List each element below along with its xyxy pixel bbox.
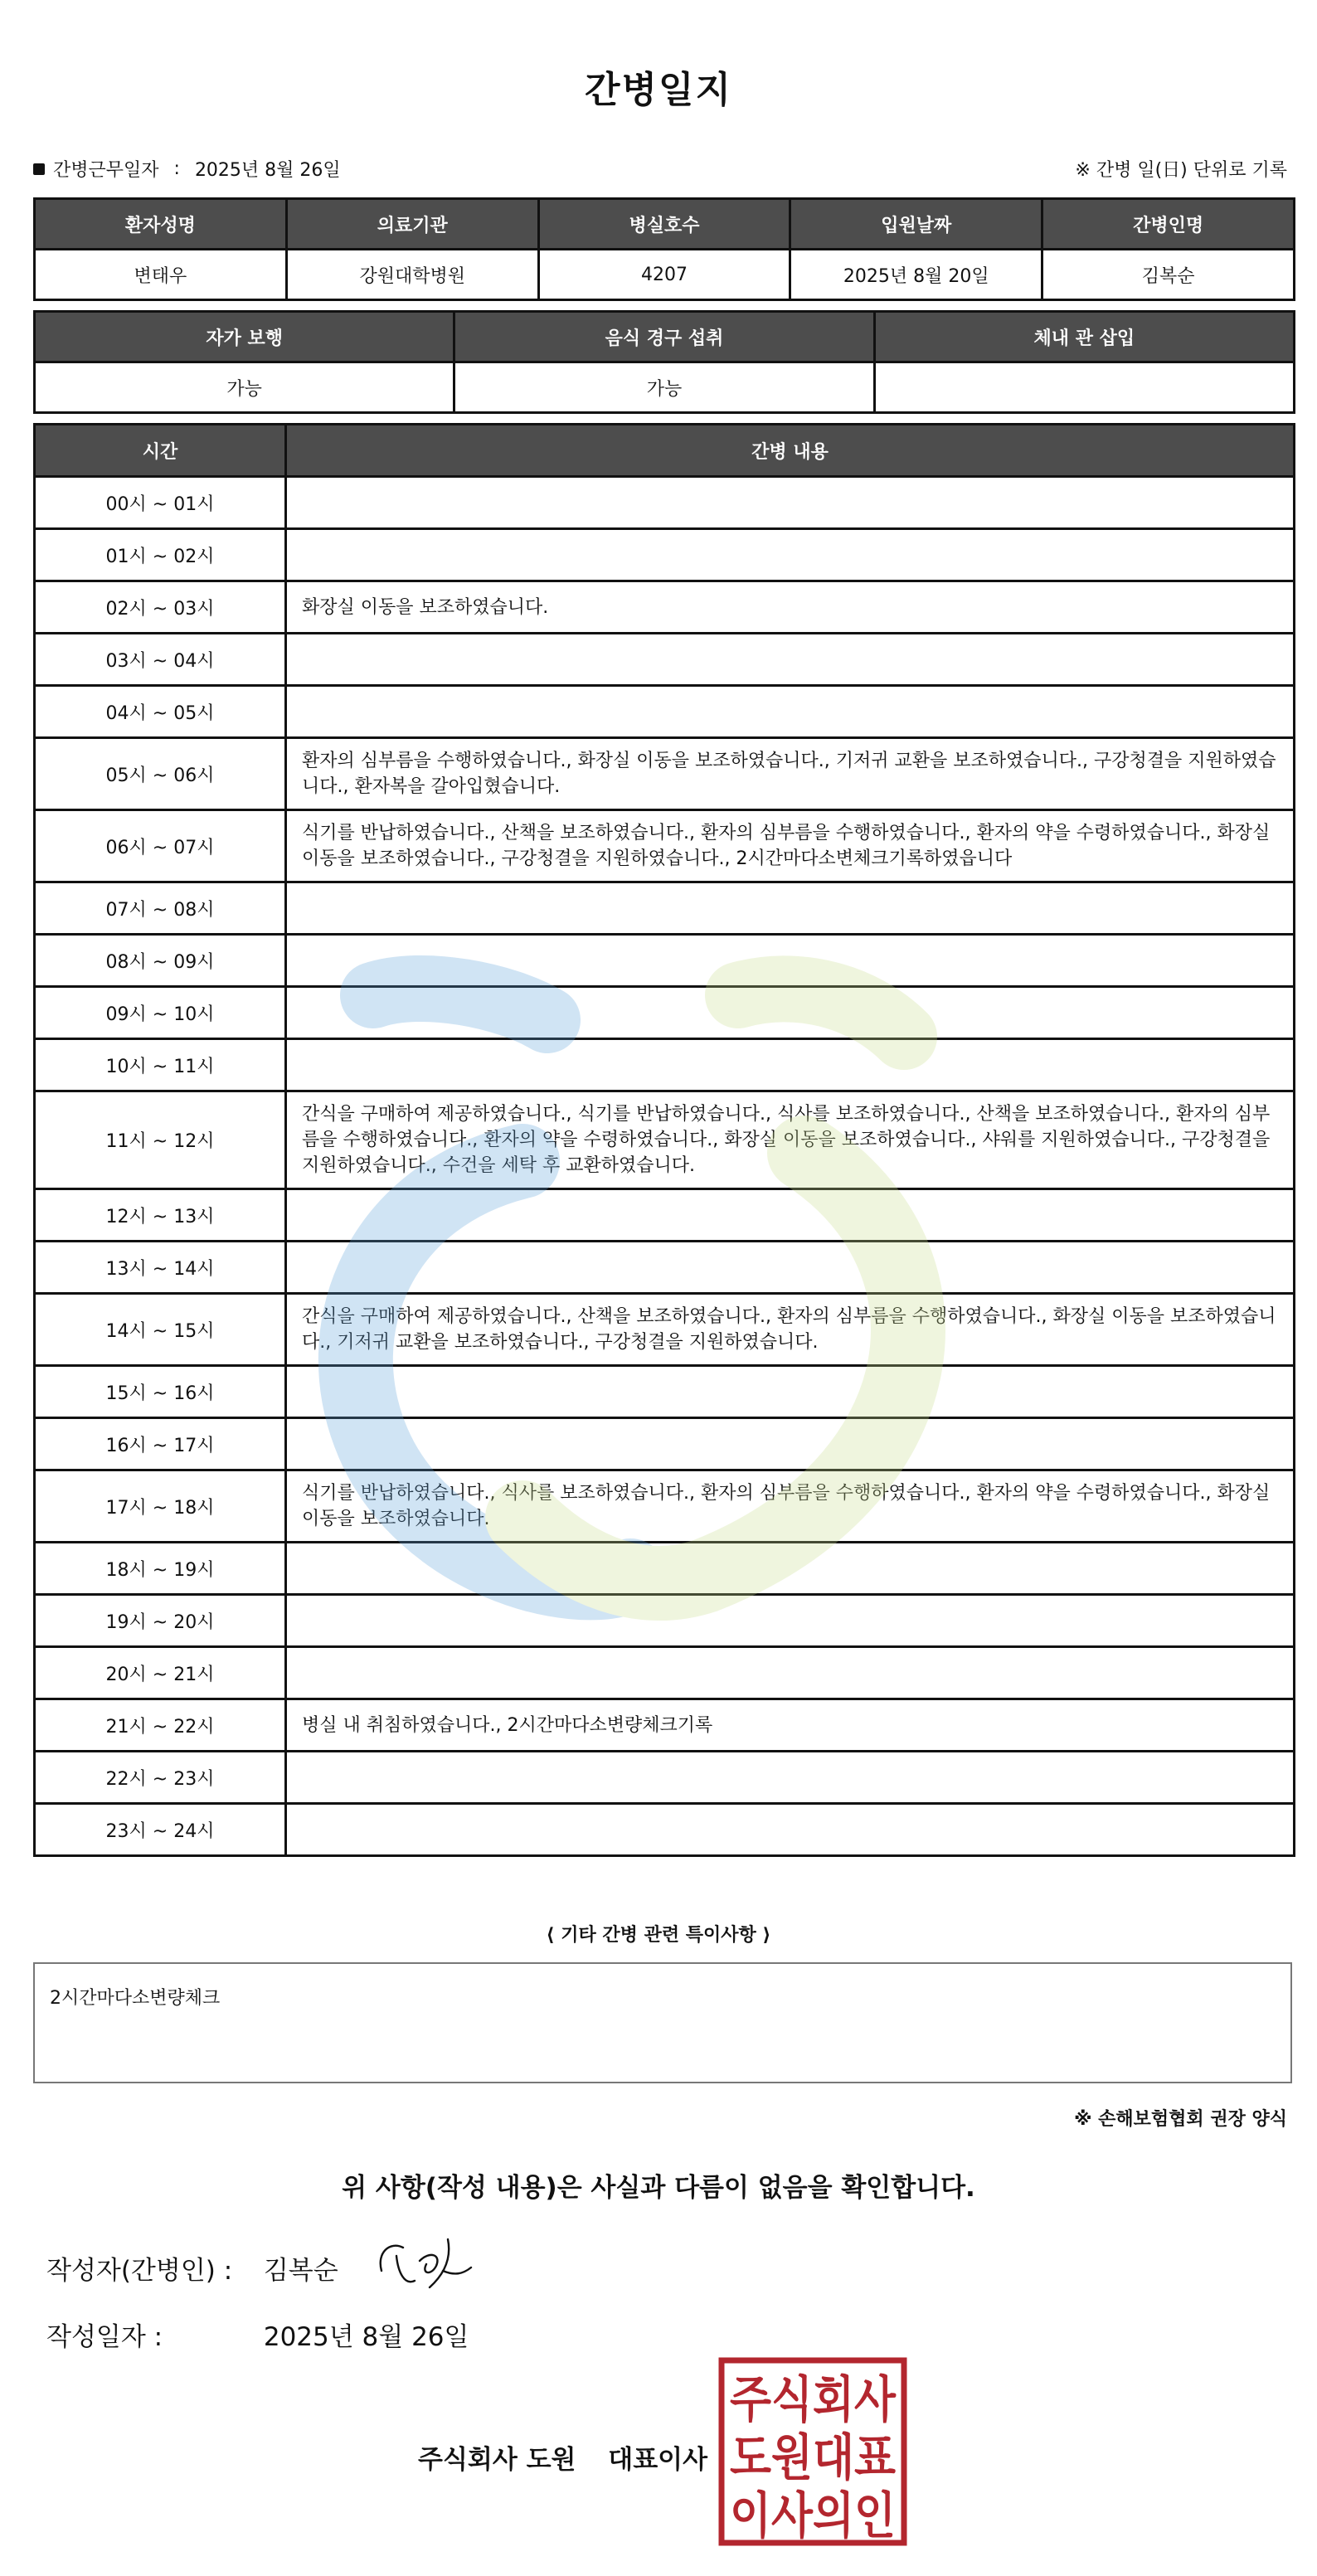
document-title: 간병일지 xyxy=(584,69,732,111)
remarks-box xyxy=(33,1962,1292,2083)
care-content: 식기를 반납하였습니다., 산책을 보조하였습니다., 환자의 심부름을 수행하였습니다., 환자의 약을 수령하였습니다., 화장실 이동을 보조하였습니다., 구강청결을 지원하였습니다., 2시간마다소변체크기록하였읍니다 xyxy=(286,810,1295,882)
table-row xyxy=(35,1470,1295,1543)
written-date-label: 작성일자 : xyxy=(46,2322,163,2352)
time-slot: 02시 ~ 03시 xyxy=(35,581,286,634)
care-content xyxy=(286,477,1295,529)
work-date-label: 간병근무일자 xyxy=(53,160,159,181)
care-content xyxy=(286,1647,1295,1699)
time-slot: 08시 ~ 09시 xyxy=(35,935,286,987)
table-row xyxy=(35,634,1295,686)
table-row xyxy=(35,1189,1295,1242)
handwritten-signature-icon xyxy=(372,2223,488,2297)
table-row xyxy=(35,1242,1295,1294)
header-patient-name: 환자성명 xyxy=(35,199,287,250)
written-date-value: 2025년 8월 26일 xyxy=(263,2322,469,2352)
care-content xyxy=(286,935,1295,987)
svg-text:도원대표: 도원대표 xyxy=(730,2429,897,2487)
oral-intake-value: 가능 xyxy=(454,362,874,413)
time-slot: 23시 ~ 24시 xyxy=(35,1804,286,1856)
time-slot: 05시 ~ 06시 xyxy=(35,738,286,810)
table-row xyxy=(35,1595,1295,1647)
care-content xyxy=(286,686,1295,738)
table-row xyxy=(35,1091,1295,1189)
table-row xyxy=(35,1543,1295,1595)
time-slot: 19시 ~ 20시 xyxy=(35,1595,286,1647)
care-content xyxy=(286,1039,1295,1091)
company-title: 대표이사 xyxy=(608,2445,708,2475)
table-row xyxy=(35,1366,1295,1418)
header-self-walking: 자가 보행 xyxy=(35,312,454,362)
care-content: 식기를 반납하였습니다., 식사를 보조하였습니다., 환자의 심부름을 수행하였습니다., 환자의 약을 수령하였습니다., 화장실 이동을 보조하였습니다. xyxy=(286,1470,1295,1543)
care-log-table xyxy=(33,423,1295,1857)
care-content: 병실 내 취침하였습니다., 2시간마다소변량체크기록 xyxy=(286,1699,1295,1752)
care-content xyxy=(286,1804,1295,1856)
writer-name: 김복순 xyxy=(263,2256,338,2286)
time-slot: 20시 ~ 21시 xyxy=(35,1647,286,1699)
svg-text:주식회사: 주식회사 xyxy=(730,2371,897,2429)
table-row xyxy=(35,477,1295,529)
table-row xyxy=(35,987,1295,1039)
care-content xyxy=(286,1543,1295,1595)
time-slot: 18시 ~ 19시 xyxy=(35,1543,286,1595)
time-slot: 14시 ~ 15시 xyxy=(35,1294,286,1366)
care-content xyxy=(286,1595,1295,1647)
self-walking-value: 가능 xyxy=(35,362,454,413)
care-content xyxy=(286,634,1295,686)
table-row xyxy=(35,1752,1295,1804)
patient-info-table xyxy=(33,197,1295,301)
table-row xyxy=(35,1418,1295,1470)
time-slot: 00시 ~ 01시 xyxy=(35,477,286,529)
header-room-number: 병실호수 xyxy=(538,199,790,250)
care-content xyxy=(286,987,1295,1039)
company-name: 주식회사 도원 xyxy=(418,2445,576,2475)
care-content: 화장실 이동을 보조하였습니다. xyxy=(286,581,1295,634)
table-row xyxy=(35,529,1295,581)
writer-label: 작성자(간병인) : xyxy=(46,2256,233,2286)
time-slot: 13시 ~ 14시 xyxy=(35,1242,286,1294)
time-slot: 01시 ~ 02시 xyxy=(35,529,286,581)
time-slot: 15시 ~ 16시 xyxy=(35,1366,286,1418)
table-row xyxy=(35,581,1295,634)
table-row xyxy=(35,686,1295,738)
time-slot: 12시 ~ 13시 xyxy=(35,1189,286,1242)
work-date-line xyxy=(33,156,341,182)
table-row xyxy=(35,810,1295,882)
table-row xyxy=(35,882,1295,935)
header-hospital: 의료기관 xyxy=(286,199,538,250)
time-slot: 09시 ~ 10시 xyxy=(35,987,286,1039)
care-content xyxy=(286,529,1295,581)
time-slot: 07시 ~ 08시 xyxy=(35,882,286,935)
time-slot: 04시 ~ 05시 xyxy=(35,686,286,738)
care-content xyxy=(286,1366,1295,1418)
table-row xyxy=(35,1804,1295,1856)
care-content: 간식을 구매하여 제공하였습니다., 산책을 보조하였습니다., 환자의 심부름을 수행하였습니다., 화장실 이동을 보조하였습니다., 기저귀 교환을 보조하였습니다., 구강청결을 지원하였습니다. xyxy=(286,1294,1295,1366)
care-content xyxy=(286,882,1295,935)
time-slot: 22시 ~ 23시 xyxy=(35,1752,286,1804)
time-slot: 10시 ~ 11시 xyxy=(35,1039,286,1091)
table-row xyxy=(35,1699,1295,1752)
time-slot: 21시 ~ 22시 xyxy=(35,1699,286,1752)
hospital-name: 강원대학병원 xyxy=(286,250,538,300)
form-note: ※ 손해보험협회 권장 양식 xyxy=(1074,2109,1287,2130)
room-number: 4207 xyxy=(538,250,790,300)
care-content xyxy=(286,1242,1295,1294)
header-care-content: 간병 내용 xyxy=(286,425,1295,477)
bullet-square-icon xyxy=(33,163,45,175)
caregiver-name: 김복순 xyxy=(1042,250,1295,300)
header-oral-intake: 음식 경구 섭취 xyxy=(454,312,874,362)
remarks-title: ⟨ 기타 간병 관련 특이사항 ⟩ xyxy=(546,1925,771,1946)
care-content xyxy=(286,1418,1295,1470)
time-slot: 03시 ~ 04시 xyxy=(35,634,286,686)
header-caregiver-name: 간병인명 xyxy=(1042,199,1295,250)
header-time: 시간 xyxy=(35,425,286,477)
patient-name: 변태우 xyxy=(35,250,287,300)
unit-note: ※ 간병 일(日) 단위로 기록 xyxy=(1075,160,1287,181)
time-slot: 11시 ~ 12시 xyxy=(35,1091,286,1189)
admission-date: 2025년 8월 20일 xyxy=(790,250,1042,300)
company-line xyxy=(418,2438,707,2476)
table-row xyxy=(35,738,1295,810)
table-row xyxy=(35,1647,1295,1699)
work-date-value: 2025년 8월 26일 xyxy=(194,160,341,181)
time-slot: 06시 ~ 07시 xyxy=(35,810,286,882)
care-content: 환자의 심부름을 수행하였습니다., 화장실 이동을 보조하였습니다., 기저귀 교환을 보조하였습니다., 구강청결을 지원하였습니다., 환자복을 갈아입혔습니다. xyxy=(286,738,1295,810)
table-row xyxy=(35,1294,1295,1366)
work-date-separator: : xyxy=(173,158,180,179)
time-slot: 17시 ~ 18시 xyxy=(35,1470,286,1543)
table-row xyxy=(35,1039,1295,1091)
tube-insertion-value xyxy=(874,362,1294,413)
time-slot: 16시 ~ 17시 xyxy=(35,1418,286,1470)
patient-status-table xyxy=(33,310,1295,414)
confirmation-statement: 위 사항(작성 내용)은 사실과 다름이 없음을 확인합니다. xyxy=(342,2173,975,2203)
header-admission-date: 입원날짜 xyxy=(790,199,1042,250)
table-row xyxy=(35,935,1295,987)
care-content: 간식을 구매하여 제공하였습니다., 식기를 반납하였습니다., 식사를 보조하였습니다., 산책을 보조하였습니다., 환자의 심부름을 수행하였습니다., 환자의 약을 수령하였습니다., 화장실 이동을 보조하였습니다., 샤워를 지원하였습니다., 구강청결을 지원하였습니다., 수건을 세탁 후 교환하였습니다. xyxy=(286,1091,1295,1189)
writer-line xyxy=(46,2249,338,2287)
written-date-line xyxy=(46,2316,469,2353)
header-tube-insertion: 체내 관 삽입 xyxy=(874,312,1294,362)
care-content xyxy=(286,1752,1295,1804)
care-content xyxy=(286,1189,1295,1242)
remarks-content: 2시간마다소변량체크 xyxy=(50,1988,221,2009)
company-seal-stamp xyxy=(718,2357,907,2546)
svg-text:이사의인: 이사의인 xyxy=(730,2487,896,2545)
